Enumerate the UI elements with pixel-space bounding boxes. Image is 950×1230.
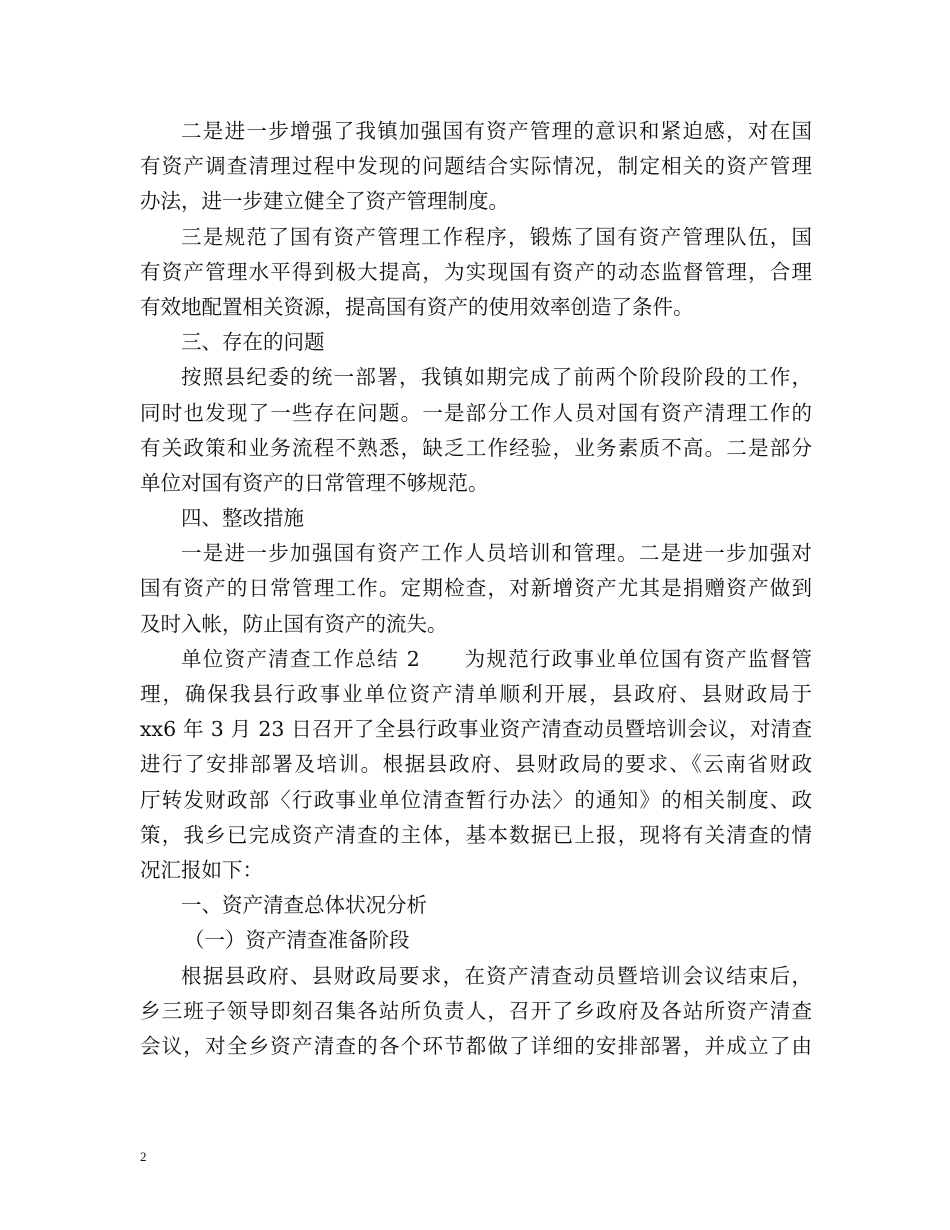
paragraph-line: 单位对国有资产的日常管理不够规范。 [140, 470, 489, 495]
paragraph-line: 单位资产清查工作总结 2 为规范行政事业单位国有资产监督管 [181, 646, 812, 671]
paragraph-line: 策，我乡已完成资产清查的主体，基本数据已上报，现将有关清查的情 [140, 822, 812, 847]
paragraph-line: 二是进一步增强了我镇加强国有资产管理的意识和紧迫感，对在国 [181, 119, 812, 143]
paragraph-line: 同时也发现了一些存在问题。一是部分工作人员对国有资产清理工作的 [140, 400, 812, 425]
section-heading: 三、存在的问题 [181, 330, 325, 355]
paragraph-line: xx6 年 3 月 23 日召开了全县行政事业资产清查动员暨培训会议，对清查 [140, 717, 812, 742]
page-number: 2 [140, 1149, 147, 1164]
paragraph-line: 有效地配置相关资源，提高国有资产的使用效率创造了条件。 [140, 294, 694, 319]
paragraph-line: 厅转发财政部〈行政事业单位清查暂行办法〉的通知》的相关制度、政 [140, 787, 812, 812]
paragraph-line: 会议，对全乡资产清查的各个环节都做了详细的安排部署，并成立了由 [140, 1033, 812, 1058]
section-heading: 四、整改措施 [181, 506, 304, 531]
paragraph-line: 况汇报如下： [140, 857, 263, 882]
paragraph-line: 有资产管理水平得到极大提高，为实现国有资产的动态监督管理，合理 [140, 259, 812, 284]
paragraph-line: 乡三班子领导即刻召集各站所负责人，召开了乡政府及各站所资产清查 [140, 998, 812, 1023]
paragraph-line: 按照县纪委的统一部署，我镇如期完成了前两个阶段阶段的工作， [181, 365, 812, 390]
paragraph-line: 一是进一步加强国有资产工作人员培训和管理。二是进一步加强对 [181, 541, 812, 566]
paragraph-line: 有关政策和业务流程不熟悉，缺乏工作经验，业务素质不高。二是部分 [140, 435, 812, 460]
paragraph-line: 有资产调查清理过程中发现的问题结合实际情况，制定相关的资产管理 [140, 154, 812, 179]
paragraph-line: 办法，进一步建立健全了资产管理制度。 [140, 189, 509, 214]
paragraph-line: 根据县政府、县财政局要求，在资产清查动员暨培训会议结束后， [181, 963, 812, 988]
section-heading: 一、资产清查总体状况分析 [181, 893, 427, 918]
paragraph-line: 理，确保我县行政事业单位资产清单顺利开展，县政府、县财政局于 [140, 682, 812, 706]
paragraph-line: 三是规范了国有资产管理工作程序，锻炼了国有资产管理队伍，国 [181, 224, 812, 249]
subsection-heading: （一）资产清查准备阶段 [184, 928, 410, 953]
paragraph-line: 进行了安排部署及培训。根据县政府、县财政局的要求、《云南省财政 [140, 752, 812, 777]
paragraph-line: 及时入帐，防止国有资产的流失。 [140, 611, 448, 636]
document-body [140, 114, 812, 1064]
paragraph-line: 国有资产的日常管理工作。定期检查，对新增资产尤其是捐赠资产做到 [140, 576, 812, 601]
